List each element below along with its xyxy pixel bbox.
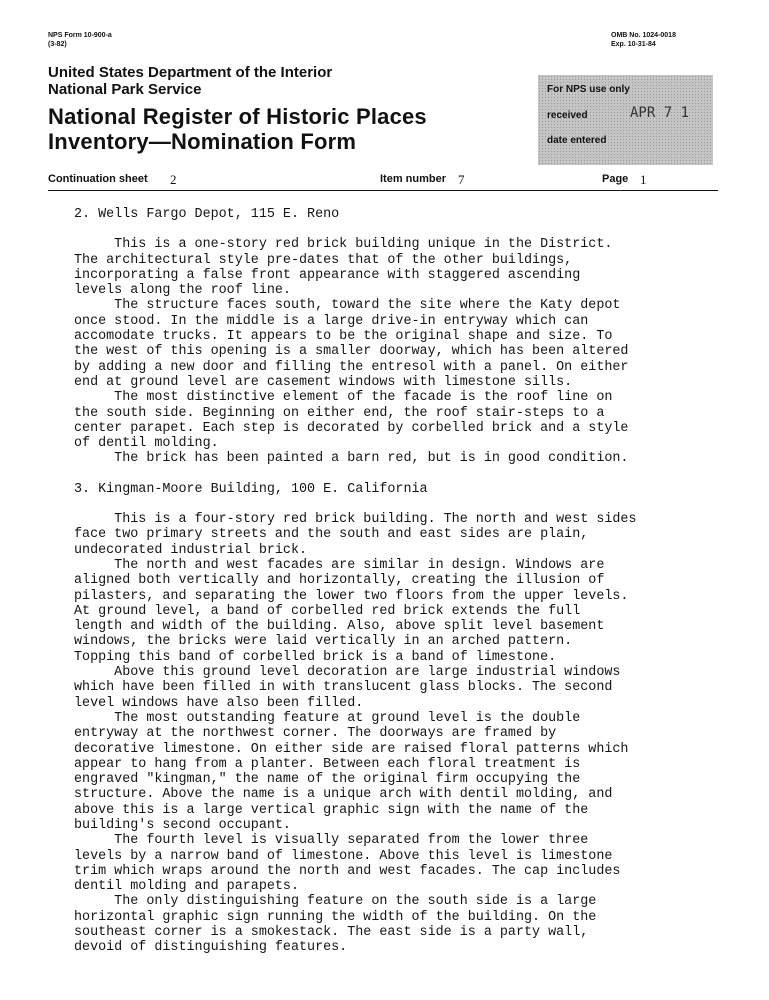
body-line: once stood. In the middle is a large drive-in entryway which can xyxy=(74,313,589,329)
body-line: end at ground level are casement windows with limestone sills. xyxy=(74,374,573,390)
form-title xyxy=(48,104,427,154)
body-line: The most outstanding feature at ground level is the double xyxy=(74,710,581,726)
omb-block xyxy=(611,31,676,49)
body-line: At ground level, a band of corbelled red brick extends the full xyxy=(74,603,581,619)
page-value: 1 xyxy=(640,172,647,187)
body-line: building's second occupant. xyxy=(74,817,291,833)
department-name: United States Department of the Interior xyxy=(48,64,333,81)
body-line: devoid of distinguishing features. xyxy=(74,940,348,956)
body-line: engraved "kingman," the name of the original firm occupying the xyxy=(74,772,581,788)
body-line: appear to hang from a planter. Between each floral treatment is xyxy=(74,756,581,772)
item-number-value: 7 xyxy=(458,172,465,187)
body-line xyxy=(74,497,714,512)
continuation-sheet-label: Continuation sheet xyxy=(48,173,148,185)
department-heading xyxy=(48,64,332,98)
body-line: accomodate trucks. It appears to be the original shape and size. To xyxy=(74,329,613,345)
body-line: levels by a narrow band of limestone. Above this level is limestone xyxy=(74,848,613,864)
body-line: level windows have also been filled. xyxy=(74,695,364,711)
body-line: The most distinctive element of the facade is the roof line on xyxy=(74,390,613,406)
body-line: of dentil molding. xyxy=(74,436,219,452)
body-line: levels along the roof line. xyxy=(74,283,291,299)
body-line: pilasters, and separating the lower two floors from the upper levels. xyxy=(74,588,629,604)
nps-use-box xyxy=(538,75,713,165)
omb-number: OMB No. 1024-0018 xyxy=(611,32,676,39)
body-line: The brick has been painted a barn red, but is in good condition. xyxy=(74,451,629,467)
form-number: NPS Form 10-900-a xyxy=(48,32,112,39)
body-line: decorative limestone. On either side are raised floral patterns which xyxy=(74,741,629,757)
received-label: received xyxy=(547,110,588,121)
body-line: Topping this band of corbelled brick is a band of limestone. xyxy=(74,649,557,665)
body-line: The fourth level is visually separated from the lower three xyxy=(74,833,589,849)
item-number-label: Item number xyxy=(380,173,447,185)
form-number-block xyxy=(48,31,112,49)
page-label: Page xyxy=(602,173,629,185)
body-line: center parapet. Each step is decorated by corbelled brick and a style xyxy=(74,420,629,436)
body-line: undecorated industrial brick. xyxy=(74,542,308,558)
body-line: by adding a new door and filling the entresol with a panel. On either xyxy=(74,359,629,375)
form-title-line1: National Register of Historic Places xyxy=(48,104,427,129)
body-line: structure. Above the name is a unique arch with dentil molding, and xyxy=(74,787,613,803)
form-date: (3-82) xyxy=(48,41,67,48)
body-line: dentil molding and parapets. xyxy=(74,879,299,895)
body-line: windows, the bricks were laid vertically in an arched pattern. xyxy=(74,634,573,650)
received-date-stamp: APR 7 1 xyxy=(630,105,690,121)
body-line: the south side. Beginning on either end, the roof stair-steps to a xyxy=(74,405,605,421)
body-line: trim which wraps around the north and west facades. The cap includes xyxy=(74,863,621,879)
body-line: This is a four-story red brick building. The north and west sides xyxy=(74,512,637,528)
continuation-sheet-value: 2 xyxy=(170,172,177,187)
date-entered-label: date entered xyxy=(547,135,607,146)
body-line: 3. Kingman-Moore Building, 100 E. California xyxy=(74,481,428,497)
nps-use-label: For NPS use only xyxy=(547,84,630,95)
body-line: the west of this opening is a smaller doorway, which has been altered xyxy=(74,344,629,360)
body-line: The structure faces south, toward the site where the Katy depot xyxy=(74,298,621,314)
body-line: aligned both vertically and horizontally, creating the illusion of xyxy=(74,573,605,589)
body-line: The only distinguishing feature on the south side is a large xyxy=(74,894,597,910)
body-line: This is a one-story red brick building unique in the District. xyxy=(74,237,613,253)
body-line: 2. Wells Fargo Depot, 115 E. Reno xyxy=(74,207,340,222)
body-line: The architectural style pre-dates that of the other buildings, xyxy=(74,252,573,268)
body-line: horizontal graphic sign running the width of the building. On the xyxy=(74,909,597,925)
body-line xyxy=(74,467,714,482)
service-name: National Park Service xyxy=(48,81,202,98)
body-line: entryway at the northwest corner. The doorways are framed by xyxy=(74,726,557,742)
continuation-line xyxy=(48,172,718,191)
body-line: length and width of the building. Also, above split level basement xyxy=(74,619,605,635)
body-line: face two primary streets and the south and east sides are plain, xyxy=(74,527,589,543)
body-line: southeast corner is a smokestack. The east side is a party wall, xyxy=(74,925,589,941)
body-line: The north and west facades are similar in design. Windows are xyxy=(74,557,605,573)
body-line: incorporating a false front appearance with staggered ascending xyxy=(74,267,581,283)
omb-expiration: Exp. 10-31-84 xyxy=(611,41,656,48)
body-line: which have been filled in with translucent glass blocks. The second xyxy=(74,680,613,696)
body-line xyxy=(74,222,714,237)
form-title-line2: Inventory—Nomination Form xyxy=(48,129,357,154)
body-text xyxy=(74,207,714,956)
body-line: Above this ground level decoration are large industrial windows xyxy=(74,665,621,681)
body-line: above this is a large vertical graphic sign with the name of the xyxy=(74,802,589,818)
